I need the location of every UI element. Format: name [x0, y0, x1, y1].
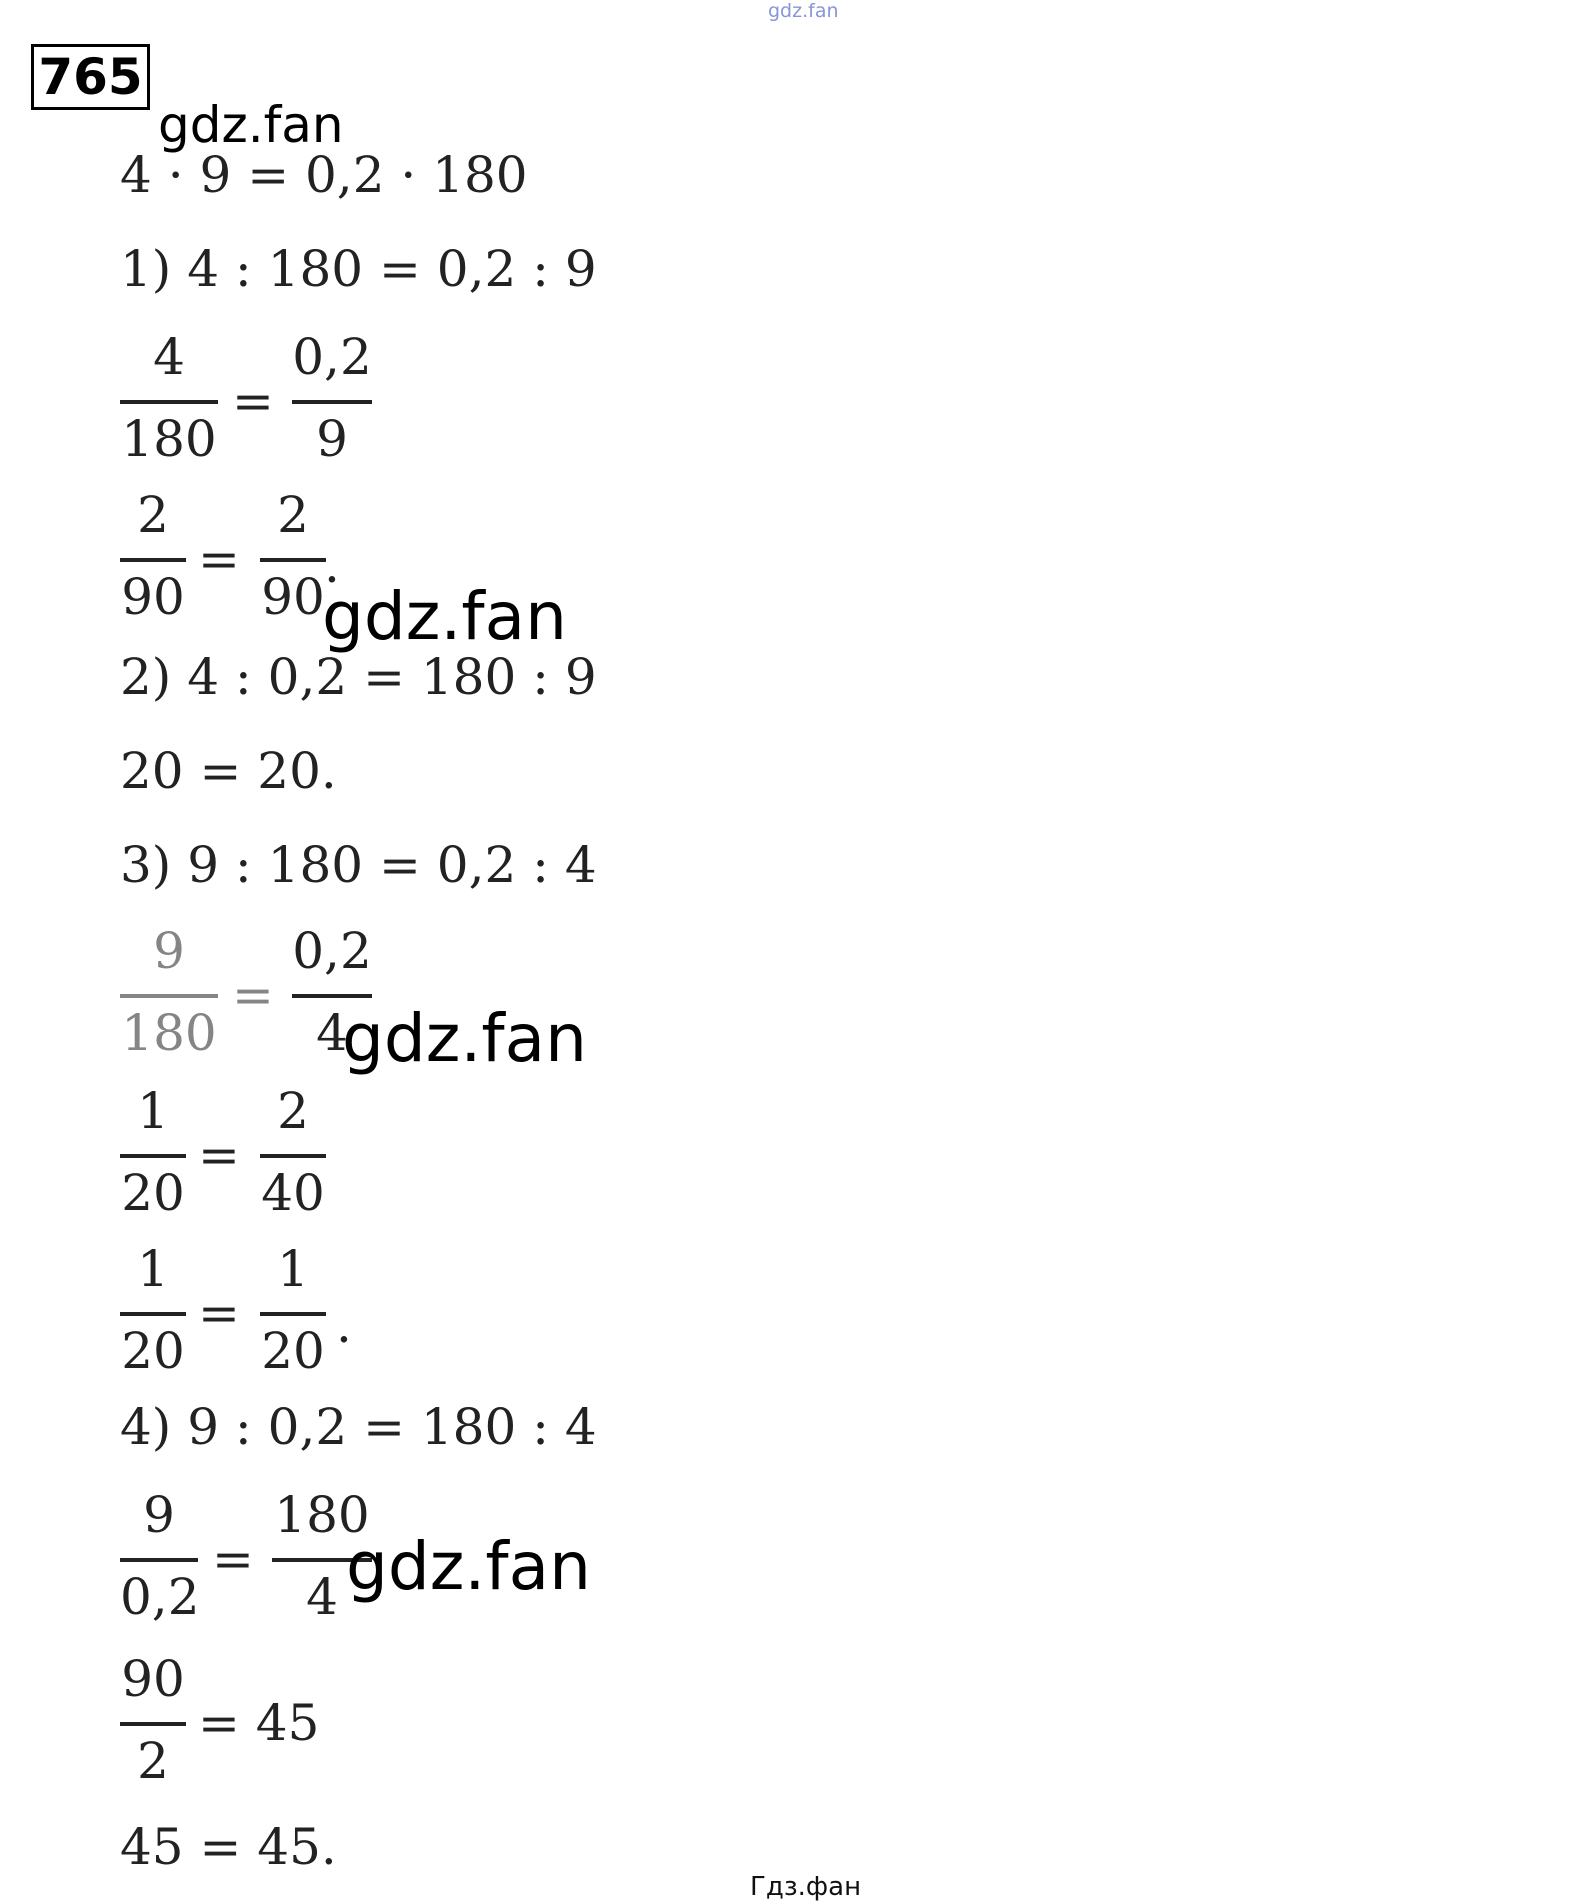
equation-line: 3) 9 : 180 = 0,2 : 4 — [120, 836, 597, 894]
denominator: 2 — [137, 1732, 169, 1790]
equals-sign: = — [232, 966, 274, 1024]
equals-sign: = — [212, 1530, 254, 1588]
footer-watermark: Гдз.фан — [750, 1872, 862, 1902]
numerator: 90 — [121, 1650, 185, 1708]
denominator: 180 — [121, 410, 217, 468]
denominator: 20 — [261, 1322, 325, 1380]
numerator: 2 — [137, 486, 169, 544]
fraction-bar — [120, 558, 186, 562]
fraction-bar — [260, 558, 326, 562]
equation-line: 45 = 45. — [120, 1818, 337, 1876]
fraction-bar — [292, 400, 372, 404]
numerator: 2 — [277, 1082, 309, 1140]
fraction-bar — [120, 1722, 186, 1726]
denominator: 20 — [121, 1164, 185, 1222]
problem-number: 765 — [31, 44, 150, 110]
equation-line: 2) 4 : 0,2 = 180 : 9 — [120, 648, 597, 706]
denominator: 20 — [121, 1322, 185, 1380]
fraction-bar — [120, 1154, 186, 1158]
watermark: gdz.fan — [342, 1000, 587, 1077]
denominator: 90 — [261, 568, 325, 626]
fraction-bar — [292, 994, 372, 998]
numerator: 4 — [153, 328, 185, 386]
fraction-bar — [120, 1312, 186, 1316]
numerator: 1 — [137, 1082, 169, 1140]
equals-sign: = — [198, 1284, 240, 1342]
denominator: 40 — [261, 1164, 325, 1222]
numerator: 0,2 — [292, 922, 372, 980]
equation-line: 4 · 9 = 0,2 · 180 — [120, 146, 528, 204]
denominator: 90 — [121, 568, 185, 626]
equals-result: = 45 — [198, 1694, 320, 1752]
numerator: 1 — [277, 1240, 309, 1298]
numerator: 9 — [153, 922, 185, 980]
watermark: gdz.fan — [346, 1528, 591, 1605]
equals-sign: = — [198, 530, 240, 588]
fraction-bar — [120, 1558, 198, 1562]
equation-line: 20 = 20. — [120, 742, 337, 800]
watermark: gdz.fan — [158, 96, 344, 154]
equation-line: 1) 4 : 180 = 0,2 : 9 — [120, 240, 597, 298]
numerator: 9 — [143, 1486, 175, 1544]
numerator: 0,2 — [292, 328, 372, 386]
fraction-bar — [120, 994, 218, 998]
period: . — [336, 1296, 352, 1354]
fraction-bar — [260, 1154, 326, 1158]
equals-sign: = — [232, 372, 274, 430]
numerator: 1 — [137, 1240, 169, 1298]
fraction-bar — [120, 400, 218, 404]
equation-line: 4) 9 : 0,2 = 180 : 4 — [120, 1398, 597, 1456]
period: . — [324, 536, 340, 594]
numerator: 2 — [277, 486, 309, 544]
denominator: 180 — [121, 1004, 217, 1062]
numerator: 180 — [274, 1486, 370, 1544]
denominator: 4 — [316, 1004, 348, 1062]
denominator: 0,2 — [120, 1568, 200, 1626]
watermark: gdz.fan — [322, 578, 567, 655]
top-watermark: gdz.fan — [768, 0, 839, 22]
denominator: 4 — [306, 1568, 338, 1626]
equals-sign: = — [198, 1126, 240, 1184]
fraction-bar — [260, 1312, 326, 1316]
denominator: 9 — [316, 410, 348, 468]
